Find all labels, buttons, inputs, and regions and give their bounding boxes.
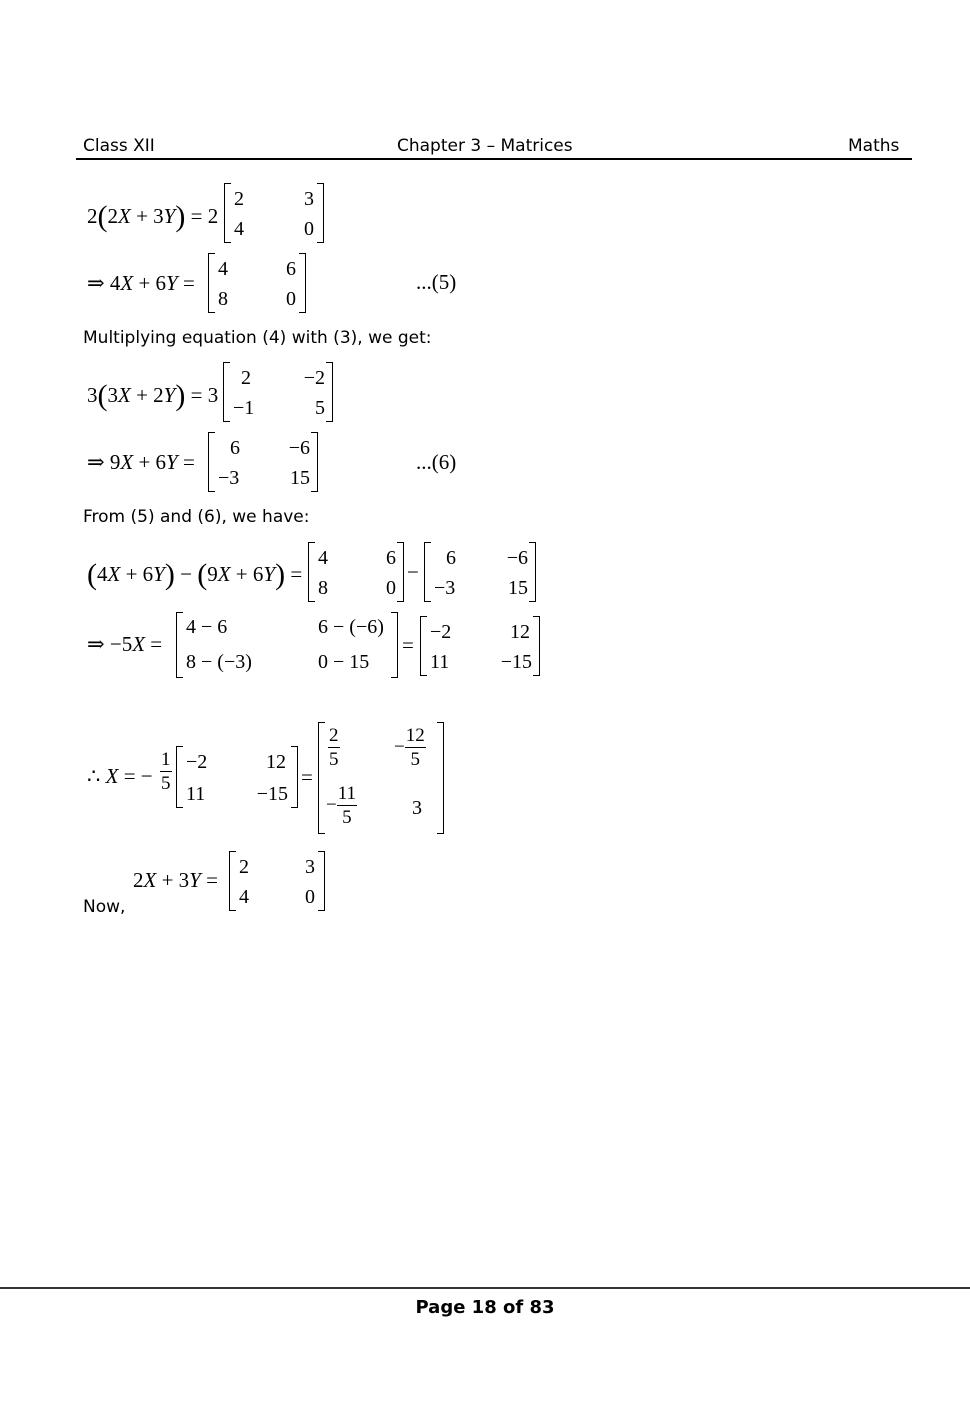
eq-3-times-3x2y: 3(3X + 2Y) = 3 bbox=[87, 379, 219, 412]
matrix-cell: 15 bbox=[290, 467, 310, 489]
equation-label-5: ...(5) bbox=[416, 270, 457, 294]
paragraph-from-5-and-6: From (5) and (6), we have: bbox=[83, 507, 310, 527]
paragraph-now: Now, bbox=[83, 897, 126, 917]
bracket-right bbox=[397, 542, 404, 602]
bracket-right bbox=[299, 253, 306, 313]
eq-2x-3y: 2X + 3Y = bbox=[133, 868, 218, 892]
matrix-2-m2-m1-5 bbox=[223, 362, 333, 422]
bracket-right bbox=[311, 432, 318, 492]
matrix-4-6-8-0 bbox=[208, 253, 306, 313]
matrix-cell: 4 − 6 bbox=[186, 616, 228, 638]
equation-label-6: ...(6) bbox=[416, 450, 457, 474]
matrix-cell bbox=[328, 726, 340, 769]
bracket-left bbox=[208, 432, 215, 492]
matrix-cell: 2 bbox=[234, 188, 244, 210]
equals-operator: = bbox=[301, 765, 313, 789]
bracket-right bbox=[533, 616, 540, 676]
eq-difference: (4X + 6Y) − (9X + 6Y) = bbox=[87, 558, 303, 591]
fraction-denominator: 5 bbox=[342, 807, 352, 828]
matrix-m2-12-11-m15 bbox=[420, 616, 540, 676]
paragraph-multiplying: Multiplying equation (4) with (3), we get: bbox=[83, 328, 432, 348]
matrix-differences bbox=[176, 612, 398, 678]
matrix-cell bbox=[394, 726, 426, 769]
bracket-left bbox=[208, 253, 215, 313]
matrix-cell: 0 − 15 bbox=[318, 651, 370, 673]
bracket-left bbox=[176, 746, 183, 808]
matrix-cell: 0 bbox=[386, 577, 396, 599]
matrix-cell: −15 bbox=[256, 783, 288, 805]
matrix-cell: 0 bbox=[286, 288, 296, 310]
bracket-left bbox=[224, 183, 231, 243]
matrix-cell: −6 bbox=[288, 437, 310, 459]
bracket-left bbox=[176, 612, 183, 678]
matrix-cell: 6 bbox=[386, 547, 396, 569]
matrix-6-m6-m3-15 bbox=[424, 542, 536, 602]
matrix-cell: 2 bbox=[241, 367, 251, 389]
header-class: Class XII bbox=[83, 136, 155, 156]
matrix-cell: −1 bbox=[233, 397, 255, 419]
matrix-cell: −15 bbox=[500, 651, 532, 673]
matrix-cell: 5 bbox=[315, 397, 325, 419]
sign: − bbox=[326, 794, 337, 816]
bracket-right bbox=[326, 362, 333, 422]
header-chapter: Chapter 3 – Matrices bbox=[397, 136, 573, 156]
equals-operator: = bbox=[402, 633, 414, 657]
eq-minus-5x: ⇒ −5X = bbox=[87, 632, 163, 656]
header-subject: Maths bbox=[848, 136, 900, 156]
matrix-cell: −2 bbox=[186, 751, 208, 773]
bracket-right bbox=[291, 746, 298, 808]
matrix-2-3-4-0 bbox=[224, 183, 324, 243]
matrix-cell: 4 bbox=[318, 547, 328, 569]
matrix-cell: 3 bbox=[305, 856, 315, 878]
minus-operator: − bbox=[407, 560, 419, 584]
bracket-left bbox=[229, 851, 236, 911]
bracket-right bbox=[317, 183, 324, 243]
matrix-cell: 3 bbox=[412, 797, 422, 819]
matrix-cell: 11 bbox=[430, 651, 450, 673]
matrix-cell: 4 bbox=[218, 258, 228, 280]
bracket-right bbox=[318, 851, 325, 911]
eq-9x-6y: ⇒ 9X + 6Y = bbox=[87, 450, 195, 474]
matrix-cell: −2 bbox=[430, 621, 452, 643]
matrix-2-3-4-0 bbox=[229, 851, 325, 911]
matrix-fractional-result bbox=[318, 722, 444, 834]
matrix-6-m6-m3-15 bbox=[208, 432, 318, 492]
matrix-cell: 6 − (−6) bbox=[318, 616, 384, 638]
bracket-left bbox=[318, 722, 325, 834]
sign: − bbox=[394, 736, 405, 758]
matrix-cell: 0 bbox=[305, 886, 315, 908]
matrix-cell: 8 − (−3) bbox=[186, 651, 252, 673]
matrix-m2-12-11-m15 bbox=[176, 746, 298, 808]
page-number: Page 18 of 83 bbox=[415, 1297, 555, 1318]
bracket-left bbox=[223, 362, 230, 422]
matrix-cell: 2 bbox=[239, 856, 249, 878]
matrix-cell: 11 bbox=[186, 783, 206, 805]
fraction-denominator: 5 bbox=[161, 773, 171, 794]
bracket-left bbox=[308, 542, 315, 602]
fraction-denominator: 5 bbox=[329, 749, 339, 770]
bracket-right bbox=[529, 542, 536, 602]
matrix-cell: 4 bbox=[234, 218, 244, 240]
bracket-right bbox=[437, 722, 444, 834]
matrix-cell: 6 bbox=[286, 258, 296, 280]
eq-2-times-2x3y: 2(2X + 3Y) = 2 bbox=[87, 200, 219, 233]
matrix-cell: 15 bbox=[508, 577, 528, 599]
fraction-one-fifth bbox=[160, 750, 172, 793]
eq-4x-6y: ⇒ 4X + 6Y = bbox=[87, 271, 195, 295]
matrix-cell: 3 bbox=[304, 188, 314, 210]
matrix-cell: 12 bbox=[510, 621, 530, 643]
matrix-cell: −6 bbox=[506, 547, 528, 569]
fraction-numerator: 12 bbox=[405, 725, 425, 746]
bracket-left bbox=[424, 542, 431, 602]
matrix-cell: 12 bbox=[266, 751, 286, 773]
fraction-numerator: 1 bbox=[161, 749, 171, 770]
fraction-denominator: 5 bbox=[410, 749, 420, 770]
matrix-cell bbox=[326, 784, 357, 827]
matrix-cell: 8 bbox=[218, 288, 228, 310]
matrix-cell: 0 bbox=[304, 218, 314, 240]
matrix-cell: −3 bbox=[434, 577, 456, 599]
matrix-cell: −2 bbox=[303, 367, 325, 389]
footer-divider bbox=[0, 1287, 970, 1289]
fraction-numerator: 11 bbox=[337, 783, 357, 804]
matrix-cell: 8 bbox=[318, 577, 328, 599]
eq-therefore-x: ∴ X = − bbox=[87, 764, 153, 788]
matrix-cell: −3 bbox=[218, 467, 240, 489]
header-divider bbox=[76, 158, 912, 160]
fraction-numerator: 2 bbox=[329, 725, 339, 746]
matrix-4-6-8-0 bbox=[308, 542, 404, 602]
bracket-right bbox=[391, 612, 398, 678]
bracket-left bbox=[420, 616, 427, 676]
matrix-cell: 4 bbox=[239, 886, 249, 908]
matrix-cell: 6 bbox=[446, 547, 456, 569]
matrix-cell: 6 bbox=[230, 437, 240, 459]
